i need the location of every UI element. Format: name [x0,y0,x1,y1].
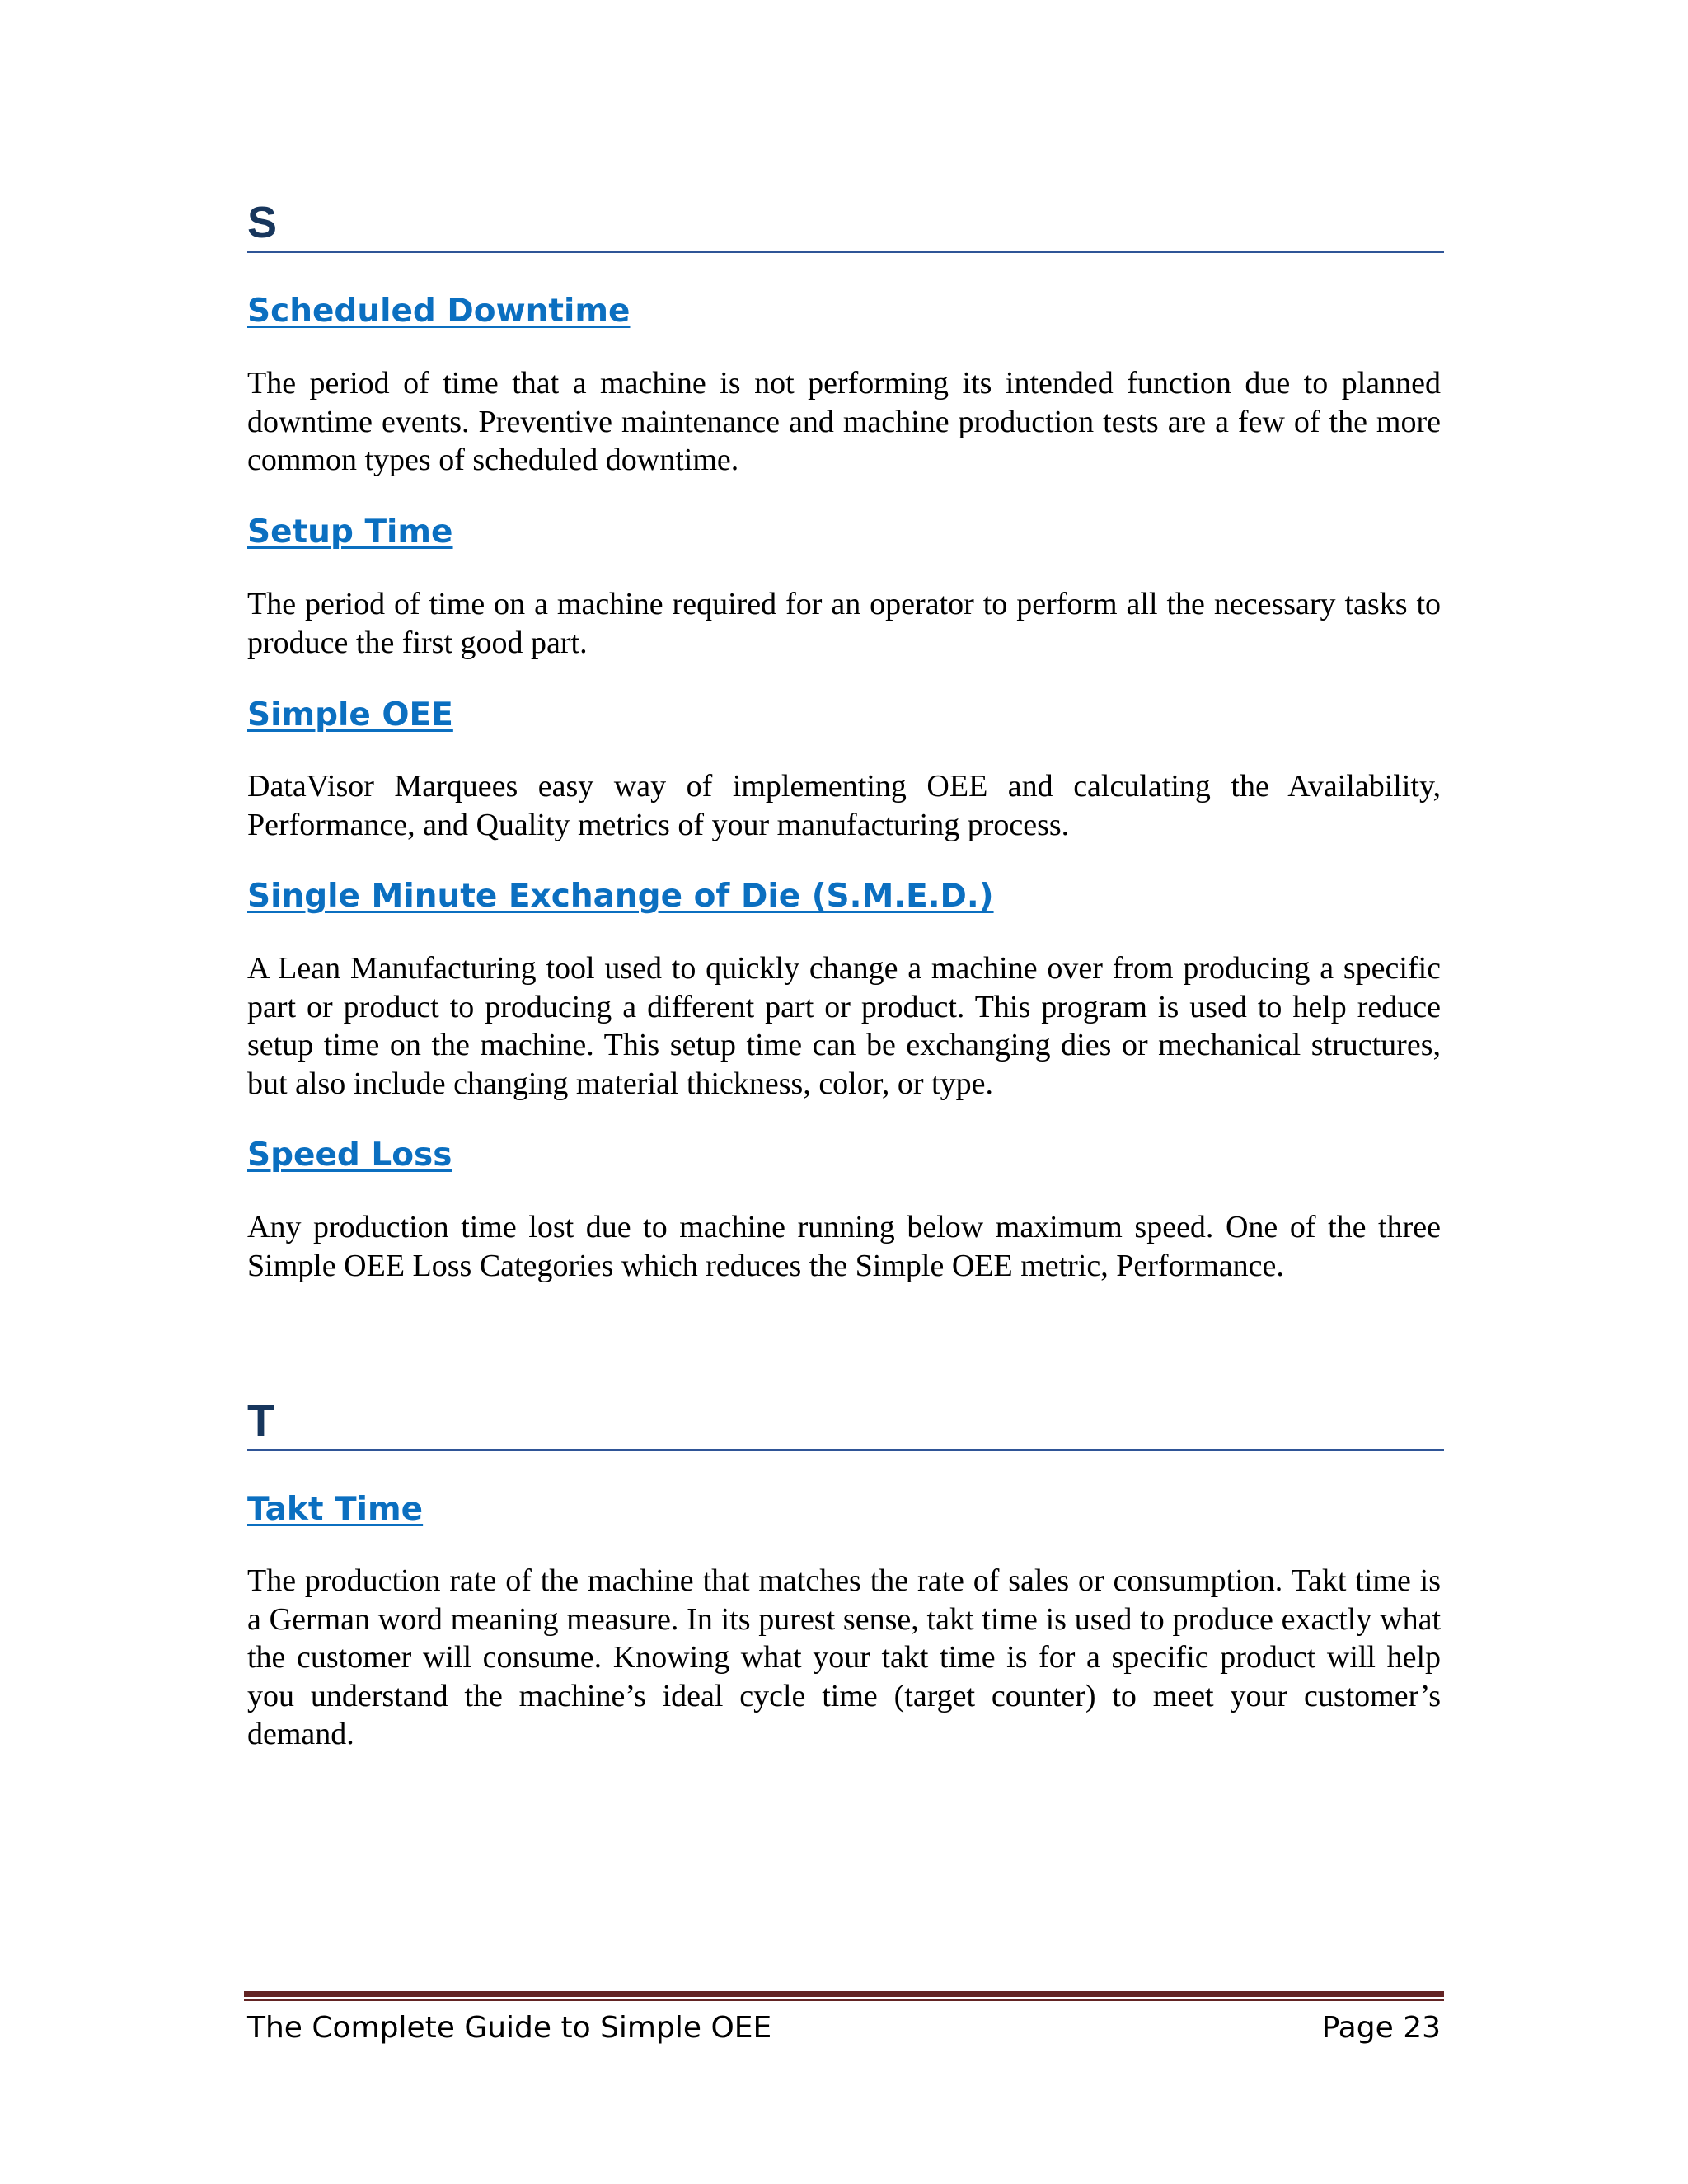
term-speed-loss[interactable]: Speed Loss [247,1137,452,1174]
definition-simple-oee: DataVisor Marquees easy way of implementing OEE and calculating the Availability, Performance, and Quality metrics of your manufacturing process. [247,769,1441,842]
term-scheduled-downtime[interactable]: Scheduled Downtime [247,293,631,330]
footer-title: The Complete Guide to Simple OEE [247,2011,772,2045]
term-setup-time[interactable]: Setup Time [247,513,453,551]
page-footer [247,2006,1441,2050]
footer-rule [244,1991,1444,2001]
definition-takt-time: The production rate of the machine that matches the rate of sales or consumption. Takt time is a German word meaning measure. In its purest sense, takt time is used to produce exactly what the customer will consume. Knowing what your takt time is for a specific product will help you understand the machine’s ideal cycle time (target counter) to meet your customer’s demand. [247,1563,1441,1751]
section-heading-t: T [247,1396,1444,1451]
page-number: Page 23 [1321,2011,1441,2045]
term-smed[interactable]: Single Minute Exchange of Die (S.M.E.D.) [247,878,994,915]
definition-scheduled-downtime: The period of time that a machine is not performing its intended function due to planned downtime events. Preventive maintenance and machine production tests are a few of the more common types of scheduled downtime. [247,366,1441,477]
definition-speed-loss: Any production time lost due to machine running below maximum speed. One of the three Simple OEE Loss Categories which reduces the Simple OEE metric, Performance. [247,1210,1441,1283]
term-takt-time[interactable]: Takt Time [247,1491,424,1528]
definition-smed: A Lean Manufacturing tool used to quickly change a machine over from producing a specific part or product to producing a different part or product. This program is used to help reduce setup time on the machine. This setup time can be exchanging dies or mechanical structures, but also include changing material thickness, color, or type. [247,951,1441,1101]
section-heading-s: S [247,198,1444,253]
definition-setup-time: The period of time on a machine required for an operator to perform all the necessary tasks to produce the first good part. [247,587,1441,660]
term-simple-oee[interactable]: Simple OEE [247,696,453,733]
